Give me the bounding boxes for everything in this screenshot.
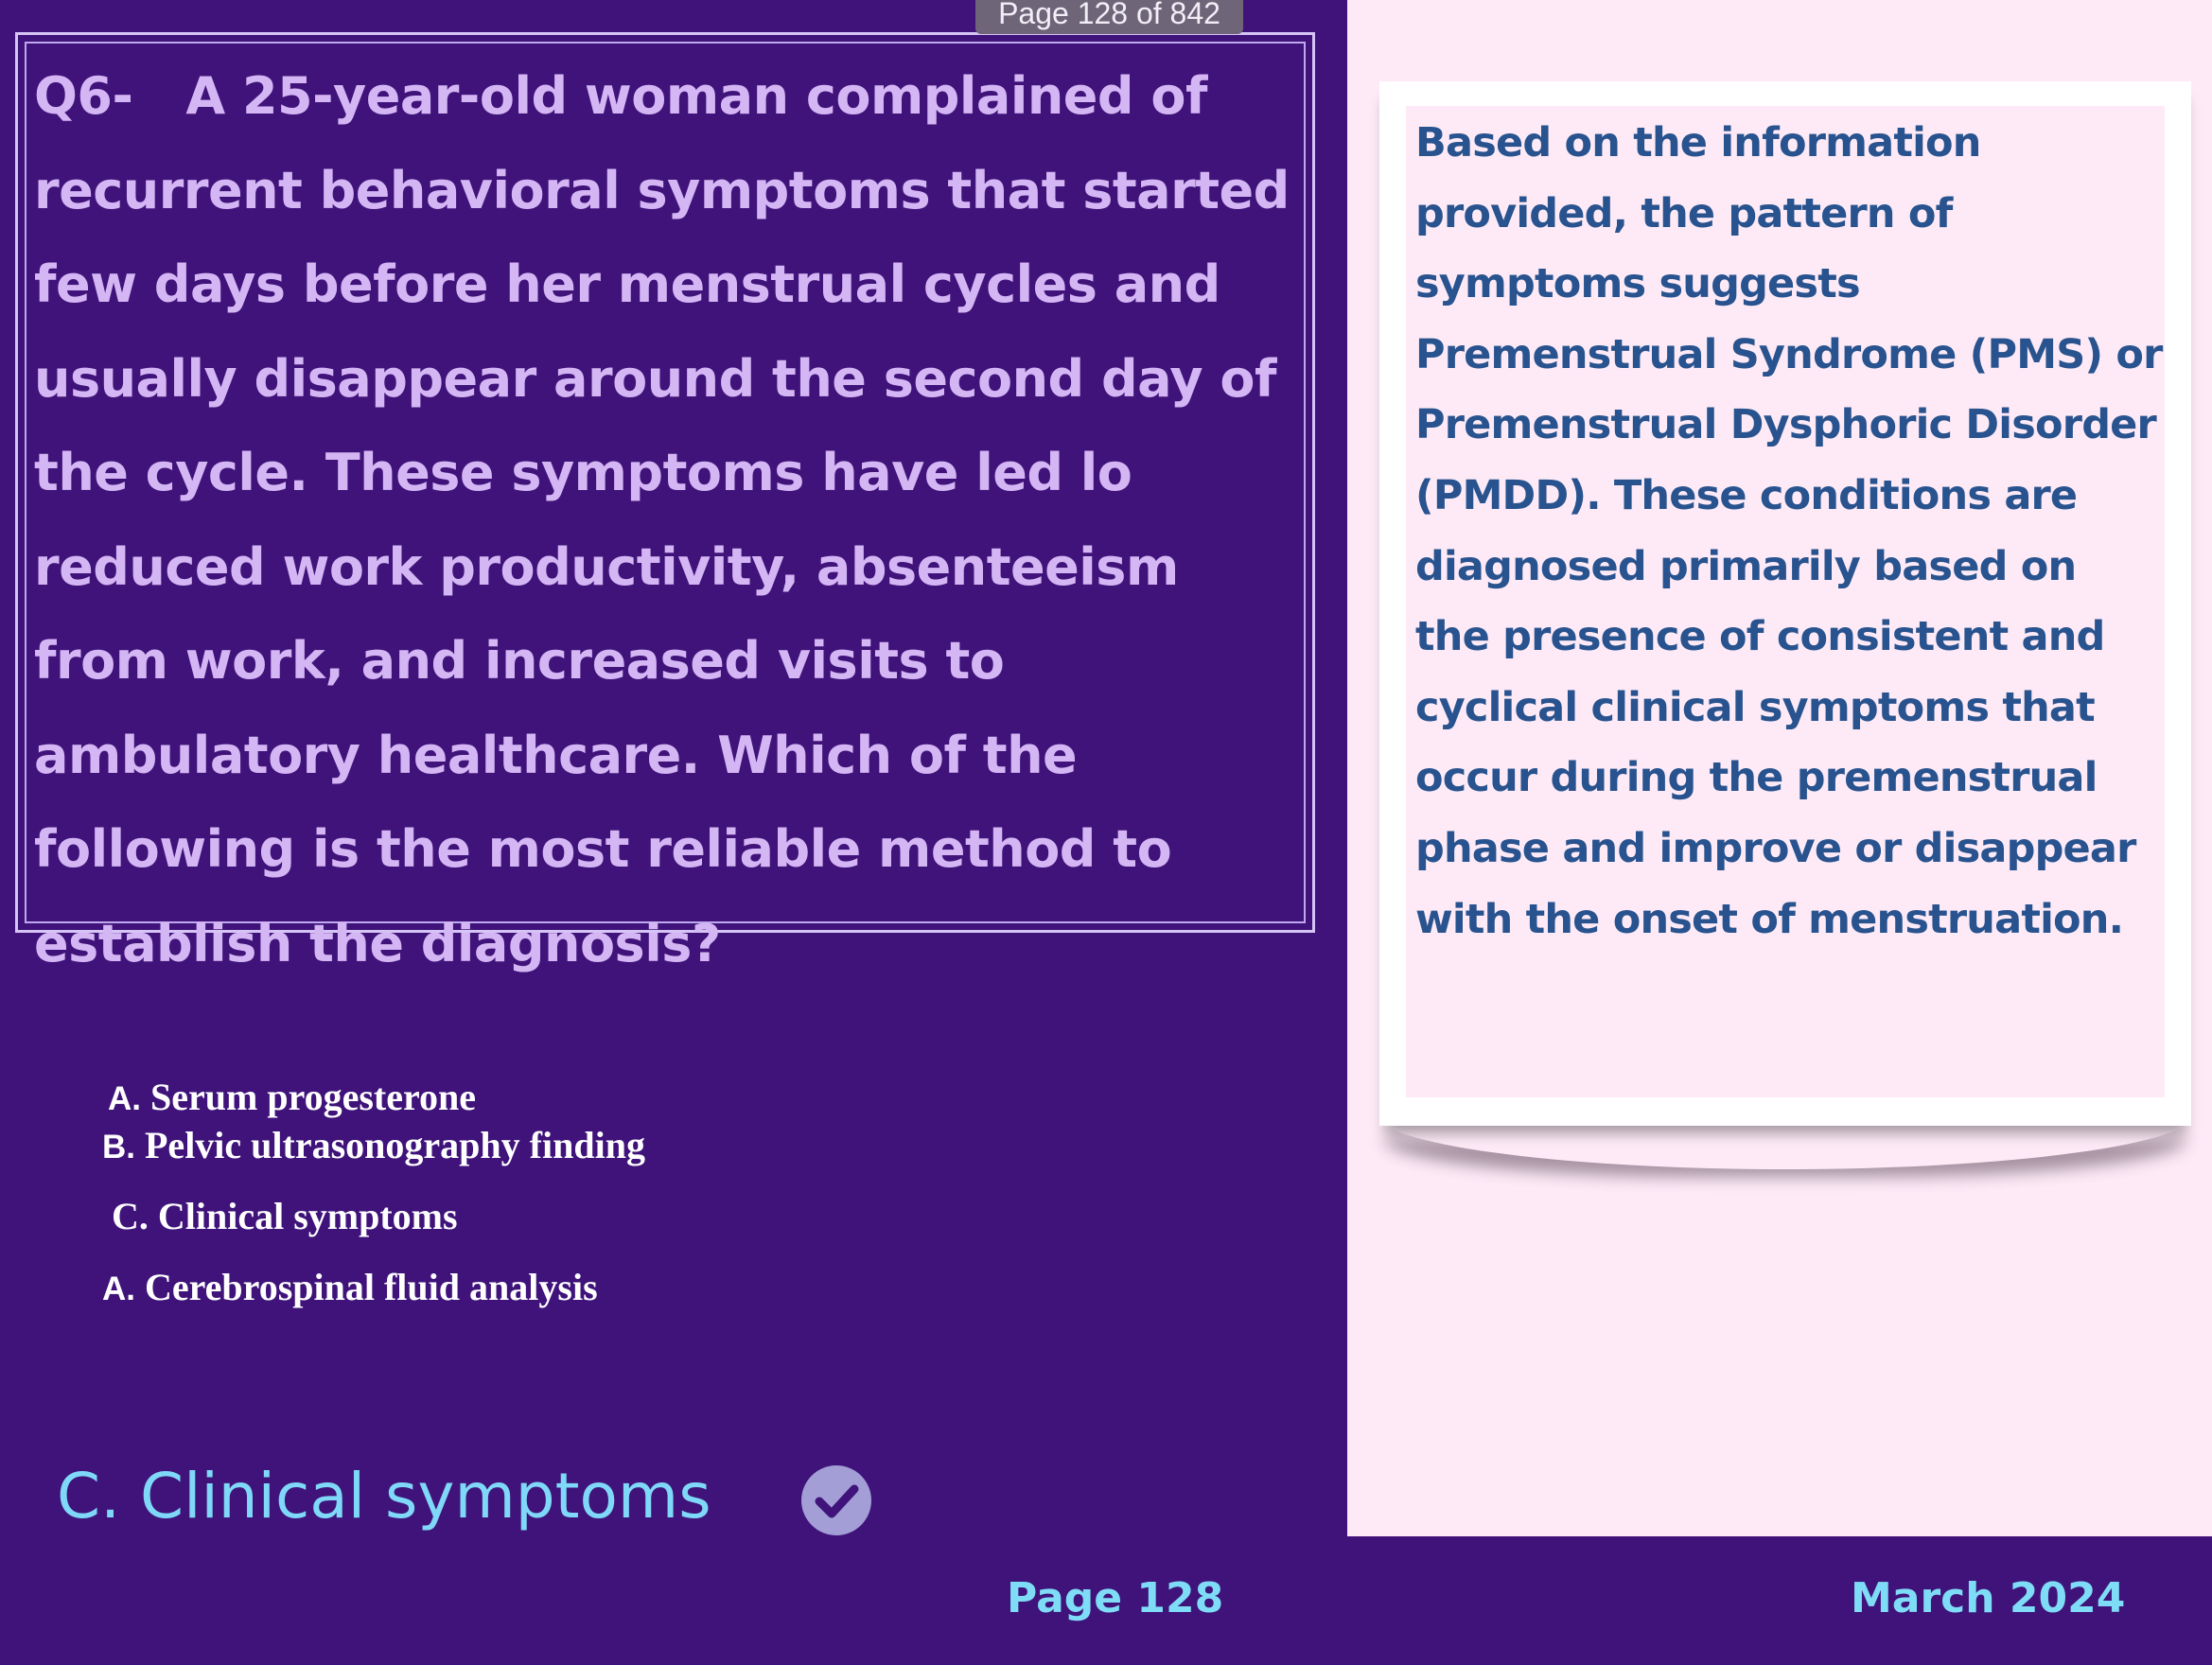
option-b: [102, 1123, 645, 1170]
option-letter: C.: [112, 1195, 149, 1237]
question-number: Q6-: [34, 66, 133, 126]
option-text: Serum progesterone: [150, 1076, 477, 1118]
explanation-text: Based on the information provided, the pattern of symptoms suggests Premenstrual Syndrome (PMS) or Premenstrual Dysphoric Disorder (PMDD). These conditions are diagnosed primarily based on the presence of consistent and cyclical clinical symptoms that occur during the premenstrual phase and improve or disappear with the onset of menstruation.: [1415, 119, 2163, 943]
option-letter: B.: [102, 1129, 135, 1166]
footer-date: March 2024: [1851, 1574, 2126, 1622]
question-text: [34, 49, 1311, 990]
correct-answer: C. Clinical symptoms: [57, 1460, 711, 1533]
option-a: [108, 1075, 476, 1122]
footer-page-number: Page 128: [1007, 1574, 1224, 1622]
option-text: Clinical symptoms: [157, 1195, 458, 1237]
option-d: [102, 1265, 598, 1312]
option-text: Cerebrospinal fluid analysis: [145, 1266, 598, 1308]
page-indicator: Page 128 of 842: [975, 0, 1243, 34]
option-text: Pelvic ultrasonography finding: [145, 1124, 645, 1166]
option-letter: A.: [108, 1080, 141, 1117]
option-letter: A.: [102, 1271, 135, 1307]
check-circle-icon: [800, 1464, 872, 1536]
option-c: [112, 1194, 458, 1239]
question-body: A 25-year-old woman complained of recurrent behavioral symptoms that started few days before her menstrual cycles and usually disappear around the second day of the cycle. These symptoms have led lo reduced work productivity, absenteeism from work, and increased visits to ambulatory healthcare. Which of the following is the most reliable method to establish the diagnosis?: [34, 66, 1290, 973]
